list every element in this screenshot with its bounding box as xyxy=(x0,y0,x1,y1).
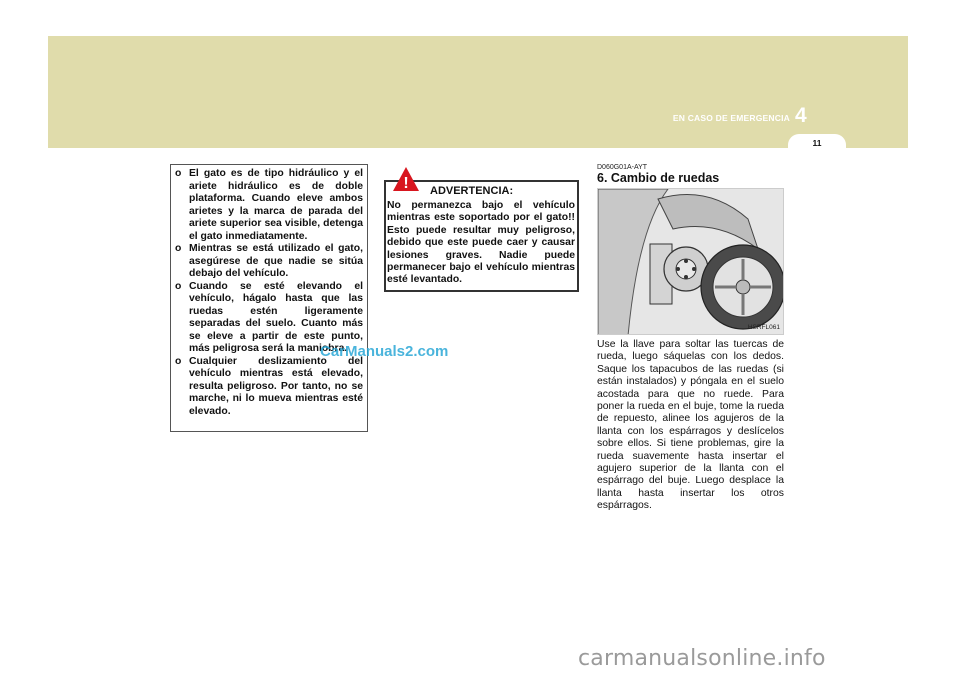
warning-icon-glyph: ! xyxy=(403,175,409,192)
wheel-change-figure xyxy=(597,188,784,335)
bullet-mark: o xyxy=(175,168,182,179)
section-body: Use la llave para soltar las tuercas de rueda, luego sáquelas con los dedos. Saque los tapacubos de las ruedas (si están instalados) y póngala en el suelo acostada para que no ruede. Para poner la rueda en el buje, tome la rueda de repuesto, alinee los agujeros de la llanta con los espárragos y deslícelos sobre ellos. Si tiene problemas, gire la rueda suavemente hasta insertar el agujero superior de la llanta con el espárrago del buje. Luego desplace la llanta hasta insertar los otros espárragos. xyxy=(597,339,784,512)
warning-title: ADVERTENCIA: xyxy=(430,185,514,197)
safety-note-text: Cualquier deslizamiento del vehículo mientras está elevado, resulta peligroso. Por tanto, no se marche, ni lo mueva mientras esté elevado. xyxy=(189,355,363,417)
bullet-mark: o xyxy=(175,243,182,254)
safety-note-text: Cuando se esté elevando el vehículo, hágalo hasta que las ruedas estén ligeramente separadas del suelo. Cuanto más se eleve a partir de este punto, más peligrosa será la maniobra. xyxy=(189,280,363,354)
figure-label: HSRFL061 xyxy=(747,324,780,331)
safety-note xyxy=(175,356,363,419)
wheel-illustration xyxy=(598,189,784,335)
safety-note xyxy=(175,243,363,281)
safety-note-text: Mientras se está utilizado el gato, asegúrese de que nadie se sitúa debajo del vehículo. xyxy=(189,243,363,279)
safety-notes-box xyxy=(170,164,368,432)
page-number: 11 xyxy=(812,138,822,148)
warning-triangle-icon xyxy=(392,166,420,192)
watermark: CarManuals2.com xyxy=(320,343,449,360)
header-background xyxy=(48,36,908,148)
bullet-mark: o xyxy=(175,355,182,367)
warning-text: No permanezca bajo el vehículo mientras este soportado por el gato!! Esto puede resultar muy peligroso, debido que este puede caer y causar lesiones graves. Nadie puede permanecer bajo el vehículo mientras esté levantado. xyxy=(387,200,575,286)
safety-note-text: El gato es de tipo hidráulico y el ariete hidráulico es de doble plataforma. Cuando eleve ambos arietes y la marca de parada del ariete superior sea visible, detenga el gato inmediatamente. xyxy=(189,168,363,242)
section-code: D060G01A-AYT xyxy=(597,164,648,171)
section-title: 6. Cambio de ruedas xyxy=(597,171,720,185)
chapter-number: 4 xyxy=(795,104,807,127)
footer-watermark: carmanualsonline.info xyxy=(578,646,826,671)
safety-note xyxy=(175,168,363,243)
chapter-title: EN CASO DE EMERGENCIA xyxy=(672,113,790,123)
bullet-mark: o xyxy=(175,280,182,292)
